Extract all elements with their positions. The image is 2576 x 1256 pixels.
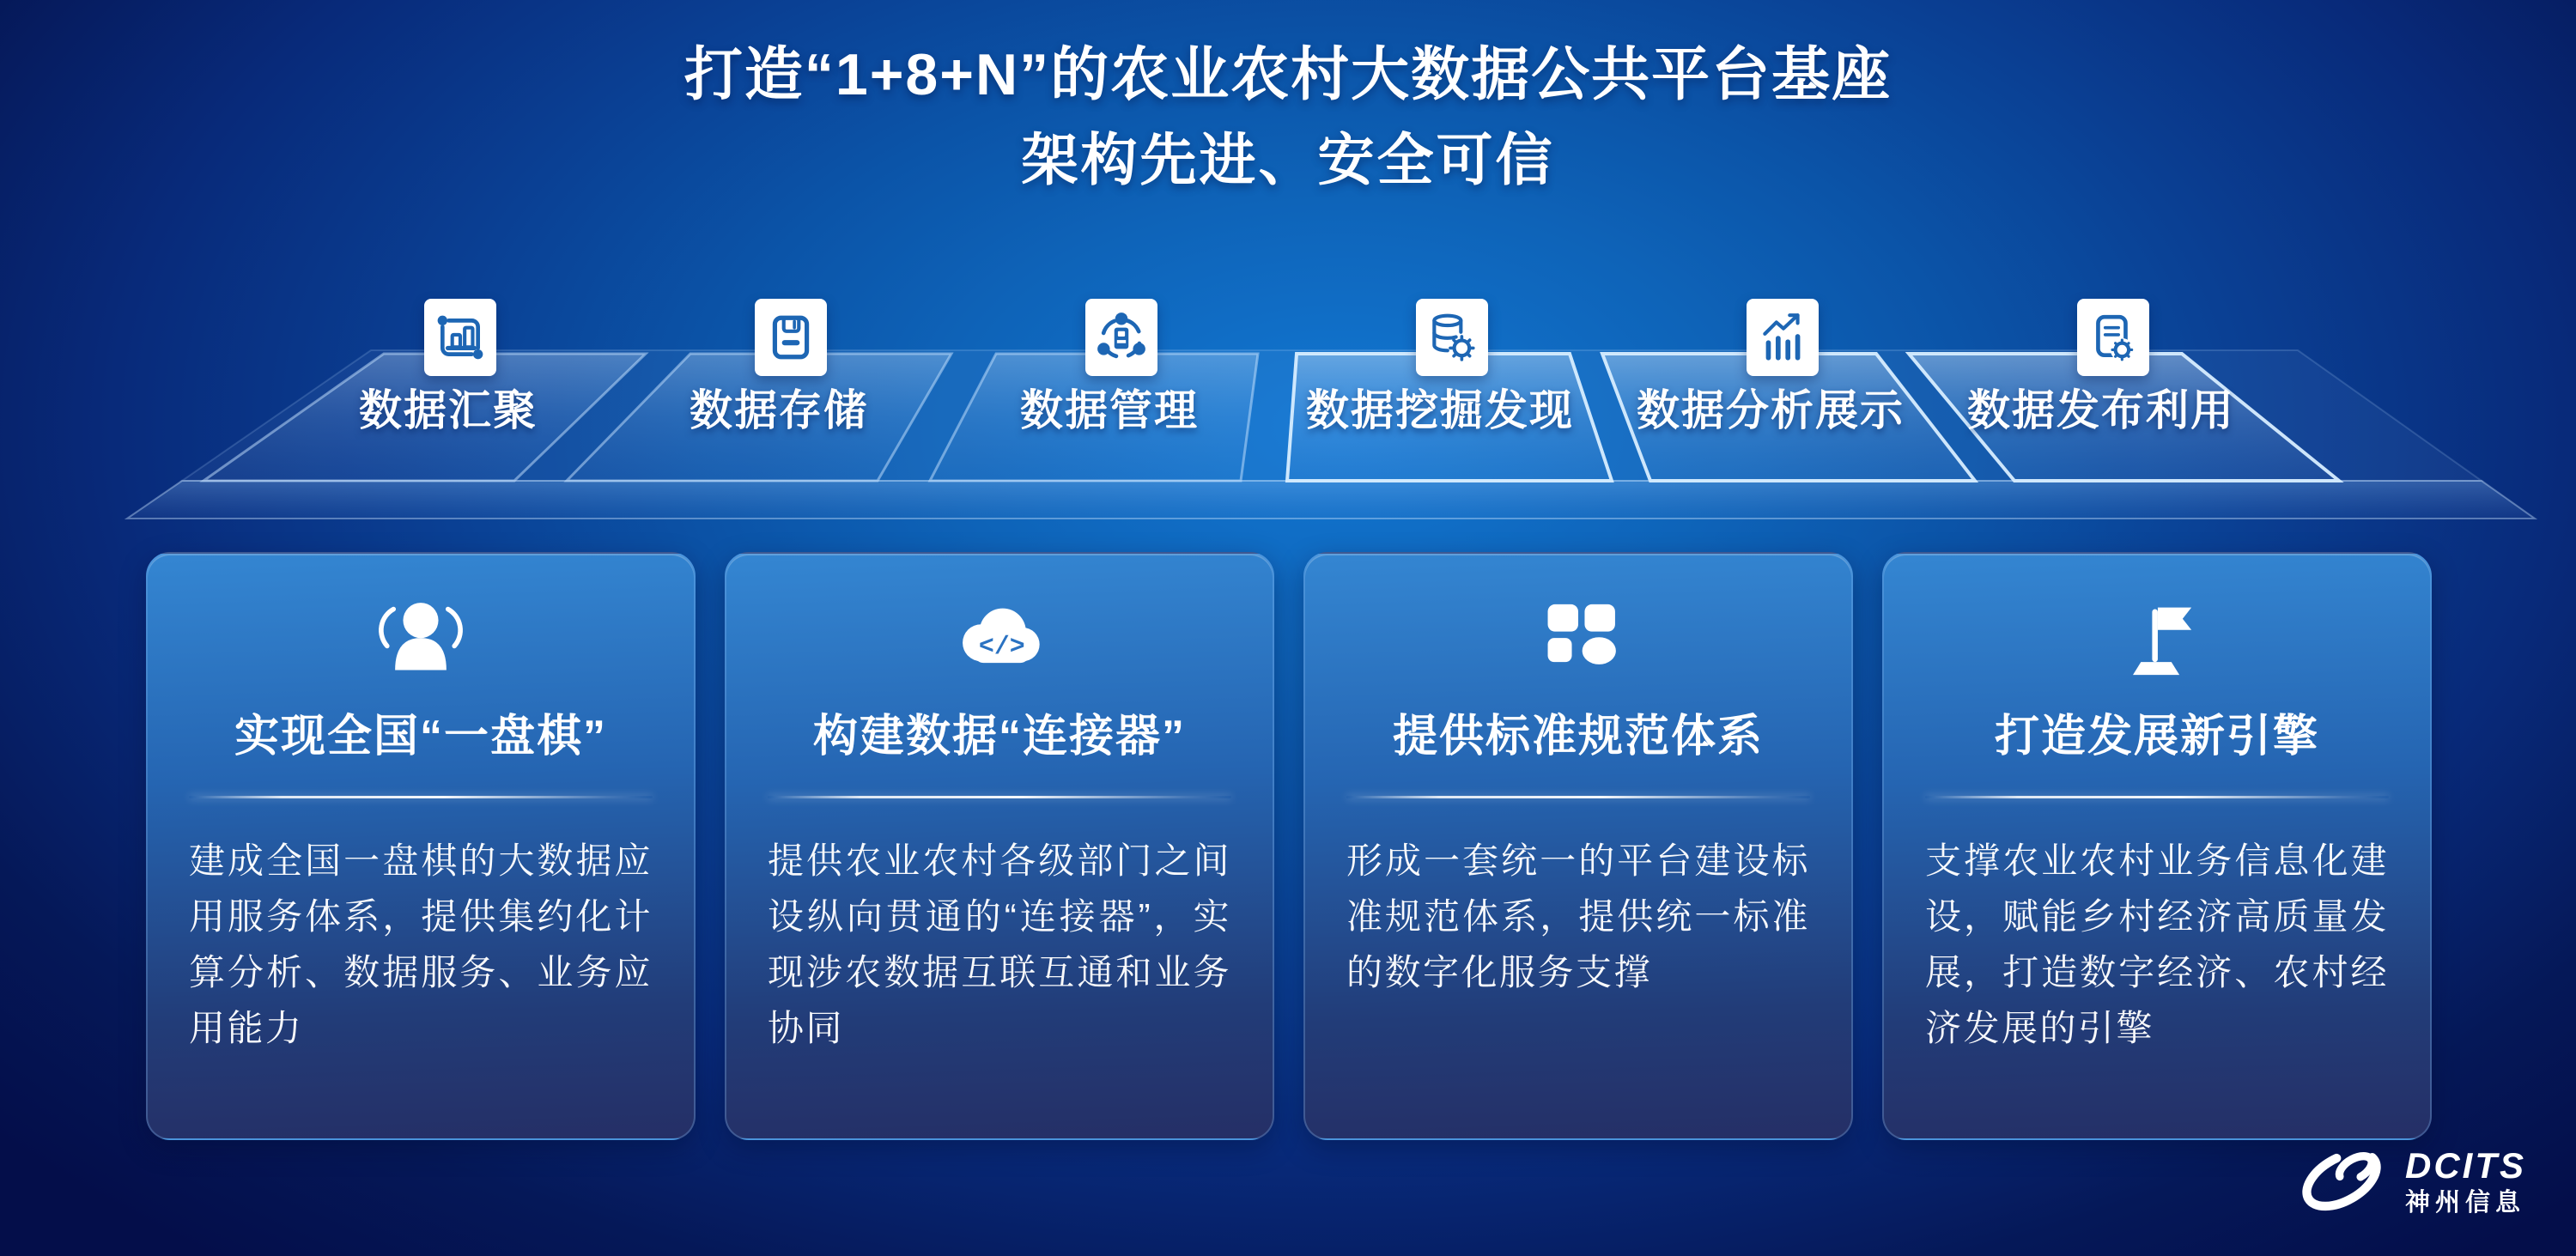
chart-trend-icon [1747, 299, 1819, 376]
platform-tile-data-analysis [1590, 299, 1951, 434]
card-body: 建成全国一盘棋的大数据应用服务体系，提供集约化计算分析、数据服务、业务应用能力 [189, 840, 653, 1048]
card-divider [1925, 796, 2389, 798]
flag-icon [1925, 592, 2389, 688]
platform-tile-label: 数据挖掘发现 [1306, 386, 1574, 434]
platform-tile-label: 数据存储 [690, 386, 868, 434]
platform-tile-data-storage [598, 299, 959, 434]
page-title: 打造“1+8+N”的农业农村大数据公共平台基座 [683, 42, 1893, 107]
platform-tile-label: 数据分析展示 [1637, 386, 1905, 434]
document-gear-icon [2077, 299, 2149, 376]
card-divider [189, 796, 653, 798]
platform-tile-data-mining [1260, 299, 1620, 434]
card-divider [1346, 796, 1810, 798]
swirl-mark-icon [2292, 1137, 2391, 1227]
card-body: 支撑农业农村业务信息化建设，赋能乡村经济高质量发展，打造数字经济、农村经济发展的引擎 [1925, 840, 2389, 1048]
card-title: 打造发展新引擎 [1994, 712, 2319, 761]
bar-chart-frame-icon [424, 299, 496, 376]
database-gear-icon [1416, 299, 1488, 376]
logo-text [2405, 1145, 2526, 1217]
floppy-disk-icon [755, 299, 827, 376]
page-subtitle: 架构先进、安全可信 [1021, 128, 1555, 191]
card-title: 构建数据“连接器” [812, 712, 1186, 761]
card-body: 提供农业农村各级部门之间设纵向贯通的“连接器”，实现涉农数据互联互通和业务协同 [768, 840, 1231, 1048]
card-standard-system [1303, 552, 1853, 1140]
platform-tile-data-aggregation [268, 299, 629, 434]
company-logo [2292, 1137, 2526, 1227]
platform-tile-data-publishing [1921, 299, 2281, 434]
card-new-engine [1882, 552, 2432, 1140]
feature-cards [146, 552, 2432, 1140]
grid-blocks-icon [1346, 592, 1810, 688]
card-national-chessboard [146, 552, 696, 1140]
platform-tile-label: 数据汇聚 [359, 386, 538, 434]
card-data-connector [725, 552, 1274, 1140]
platform-tile-label: 数据发布利用 [1967, 386, 2235, 434]
card-body: 形成一套统一的平台建设标准规范体系，提供统一标准的数字化服务支撑 [1346, 840, 1810, 992]
svg-text:</>: </> [978, 631, 1025, 661]
platform-tile-data-management [929, 299, 1290, 434]
platform-tile-label: 数据管理 [1020, 386, 1199, 434]
logo-company: 神州信息 [2405, 1189, 2526, 1217]
share-network-icon [1085, 299, 1157, 376]
card-title: 实现全国“一盘棋” [234, 712, 607, 761]
user-group-icon [189, 592, 653, 688]
logo-brand: DCITS [2405, 1145, 2526, 1186]
card-title: 提供标准规范体系 [1392, 712, 1764, 761]
cloud-code-icon [768, 592, 1231, 688]
card-divider [768, 796, 1231, 798]
